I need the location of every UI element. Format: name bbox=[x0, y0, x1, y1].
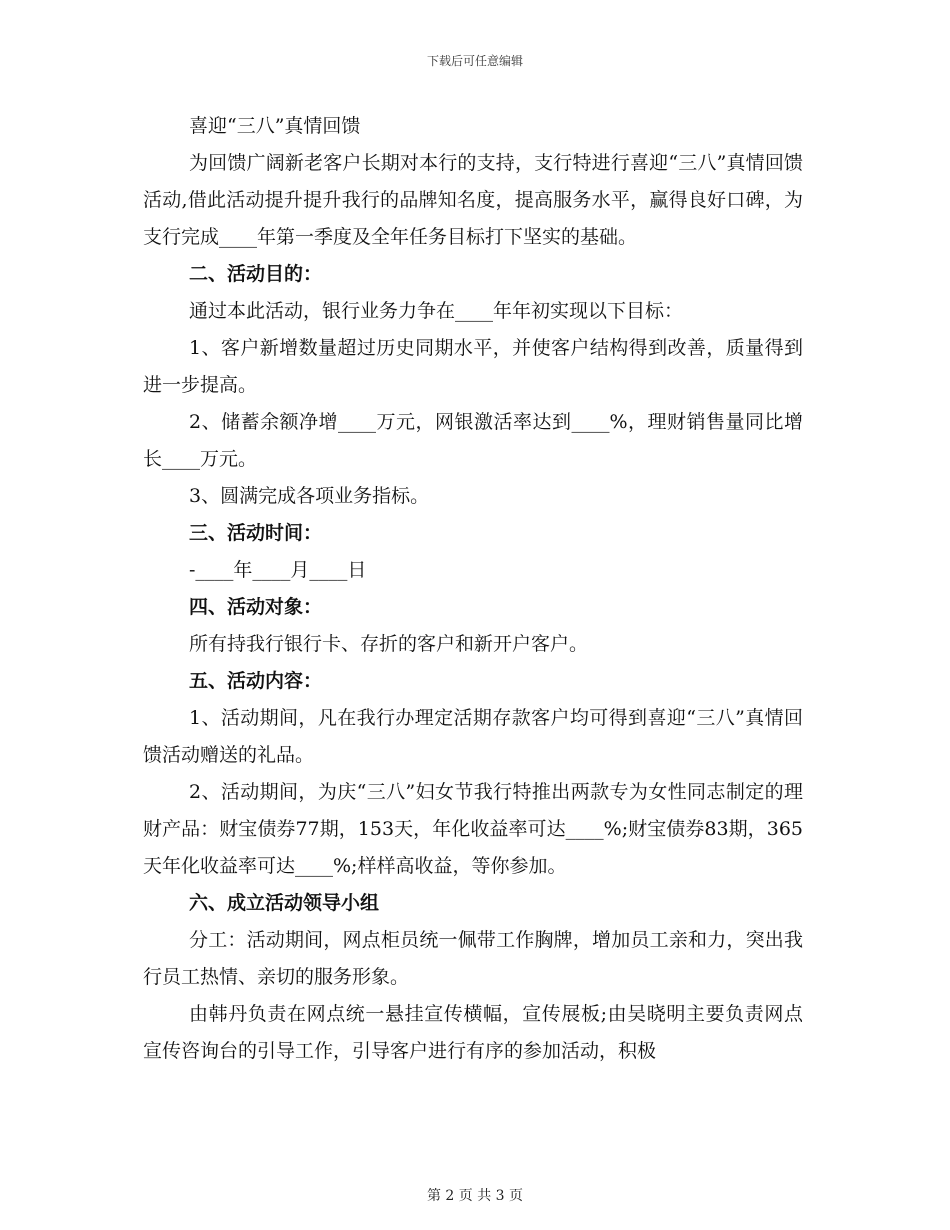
section-heading-time: 三、活动时间： bbox=[189, 522, 323, 544]
paragraph: 3、圆满完成各项业务指标。 bbox=[189, 485, 430, 507]
paragraph: 分工：活动期间，网点柜员统一佩带工作胸牌，增加员工亲和力，突出我行员工热情、亲切的服务形象。 bbox=[143, 929, 803, 988]
paragraph: 通过本此活动，银行业务力争在____年年初实现以下目标： bbox=[189, 300, 684, 322]
intro-paragraph: 为回馈广阔新老客户长期对本行的支持，支行特进行喜迎“三八”真情回馈活动,借此活动提升提升我行的品牌知名度，提高服务水平，赢得良好口碑，为支行完成____年第一季度及全年任务目标打下坚实的基础。 bbox=[143, 152, 803, 248]
section-heading-leadership: 六、成立活动领导小组 bbox=[189, 892, 380, 914]
document-body bbox=[143, 108, 803, 1070]
paragraph: 由韩丹负责在网点统一悬挂宣传横幅，宣传展板;由吴晓明主要负责网点宣传咨询台的引导工作，引导客户进行有序的参加活动，积极 bbox=[143, 1003, 803, 1062]
section-heading-purpose: 二、活动目的： bbox=[189, 263, 323, 285]
paragraph: 1、活动期间，凡在我行办理定活期存款客户均可得到喜迎“三八”真情回馈活动赠送的礼品。 bbox=[143, 707, 803, 766]
paragraph: -____年____月____日 bbox=[189, 559, 367, 581]
paragraph: 1、客户新增数量超过历史同期水平，并使客户结构得到改善，质量得到进一步提高。 bbox=[143, 337, 803, 396]
section-heading-content: 五、活动内容： bbox=[189, 670, 323, 692]
paragraph: 2、活动期间，为庆“三八”妇女节我行特推出两款专为女性同志制定的理财产品：财宝债券77期，153天，年化收益率可达____%;财宝债券83期，365天年化收益率可达____%;样样高收益，等你参加。 bbox=[143, 781, 803, 877]
paragraph: 2、储蓄余额净增____万元，网银激活率达到____%，理财销售量同比增长____万元。 bbox=[143, 411, 803, 470]
section-heading-audience: 四、活动对象： bbox=[189, 596, 323, 618]
page-footer: 第 2 页 共 3 页 bbox=[426, 1188, 524, 1204]
paragraph: 所有持我行银行卡、存折的客户和新开户客户。 bbox=[189, 633, 589, 655]
document-title: 喜迎“三八”真情回馈 bbox=[189, 115, 361, 137]
page-header: 下载后可任意编辑 bbox=[426, 54, 523, 68]
